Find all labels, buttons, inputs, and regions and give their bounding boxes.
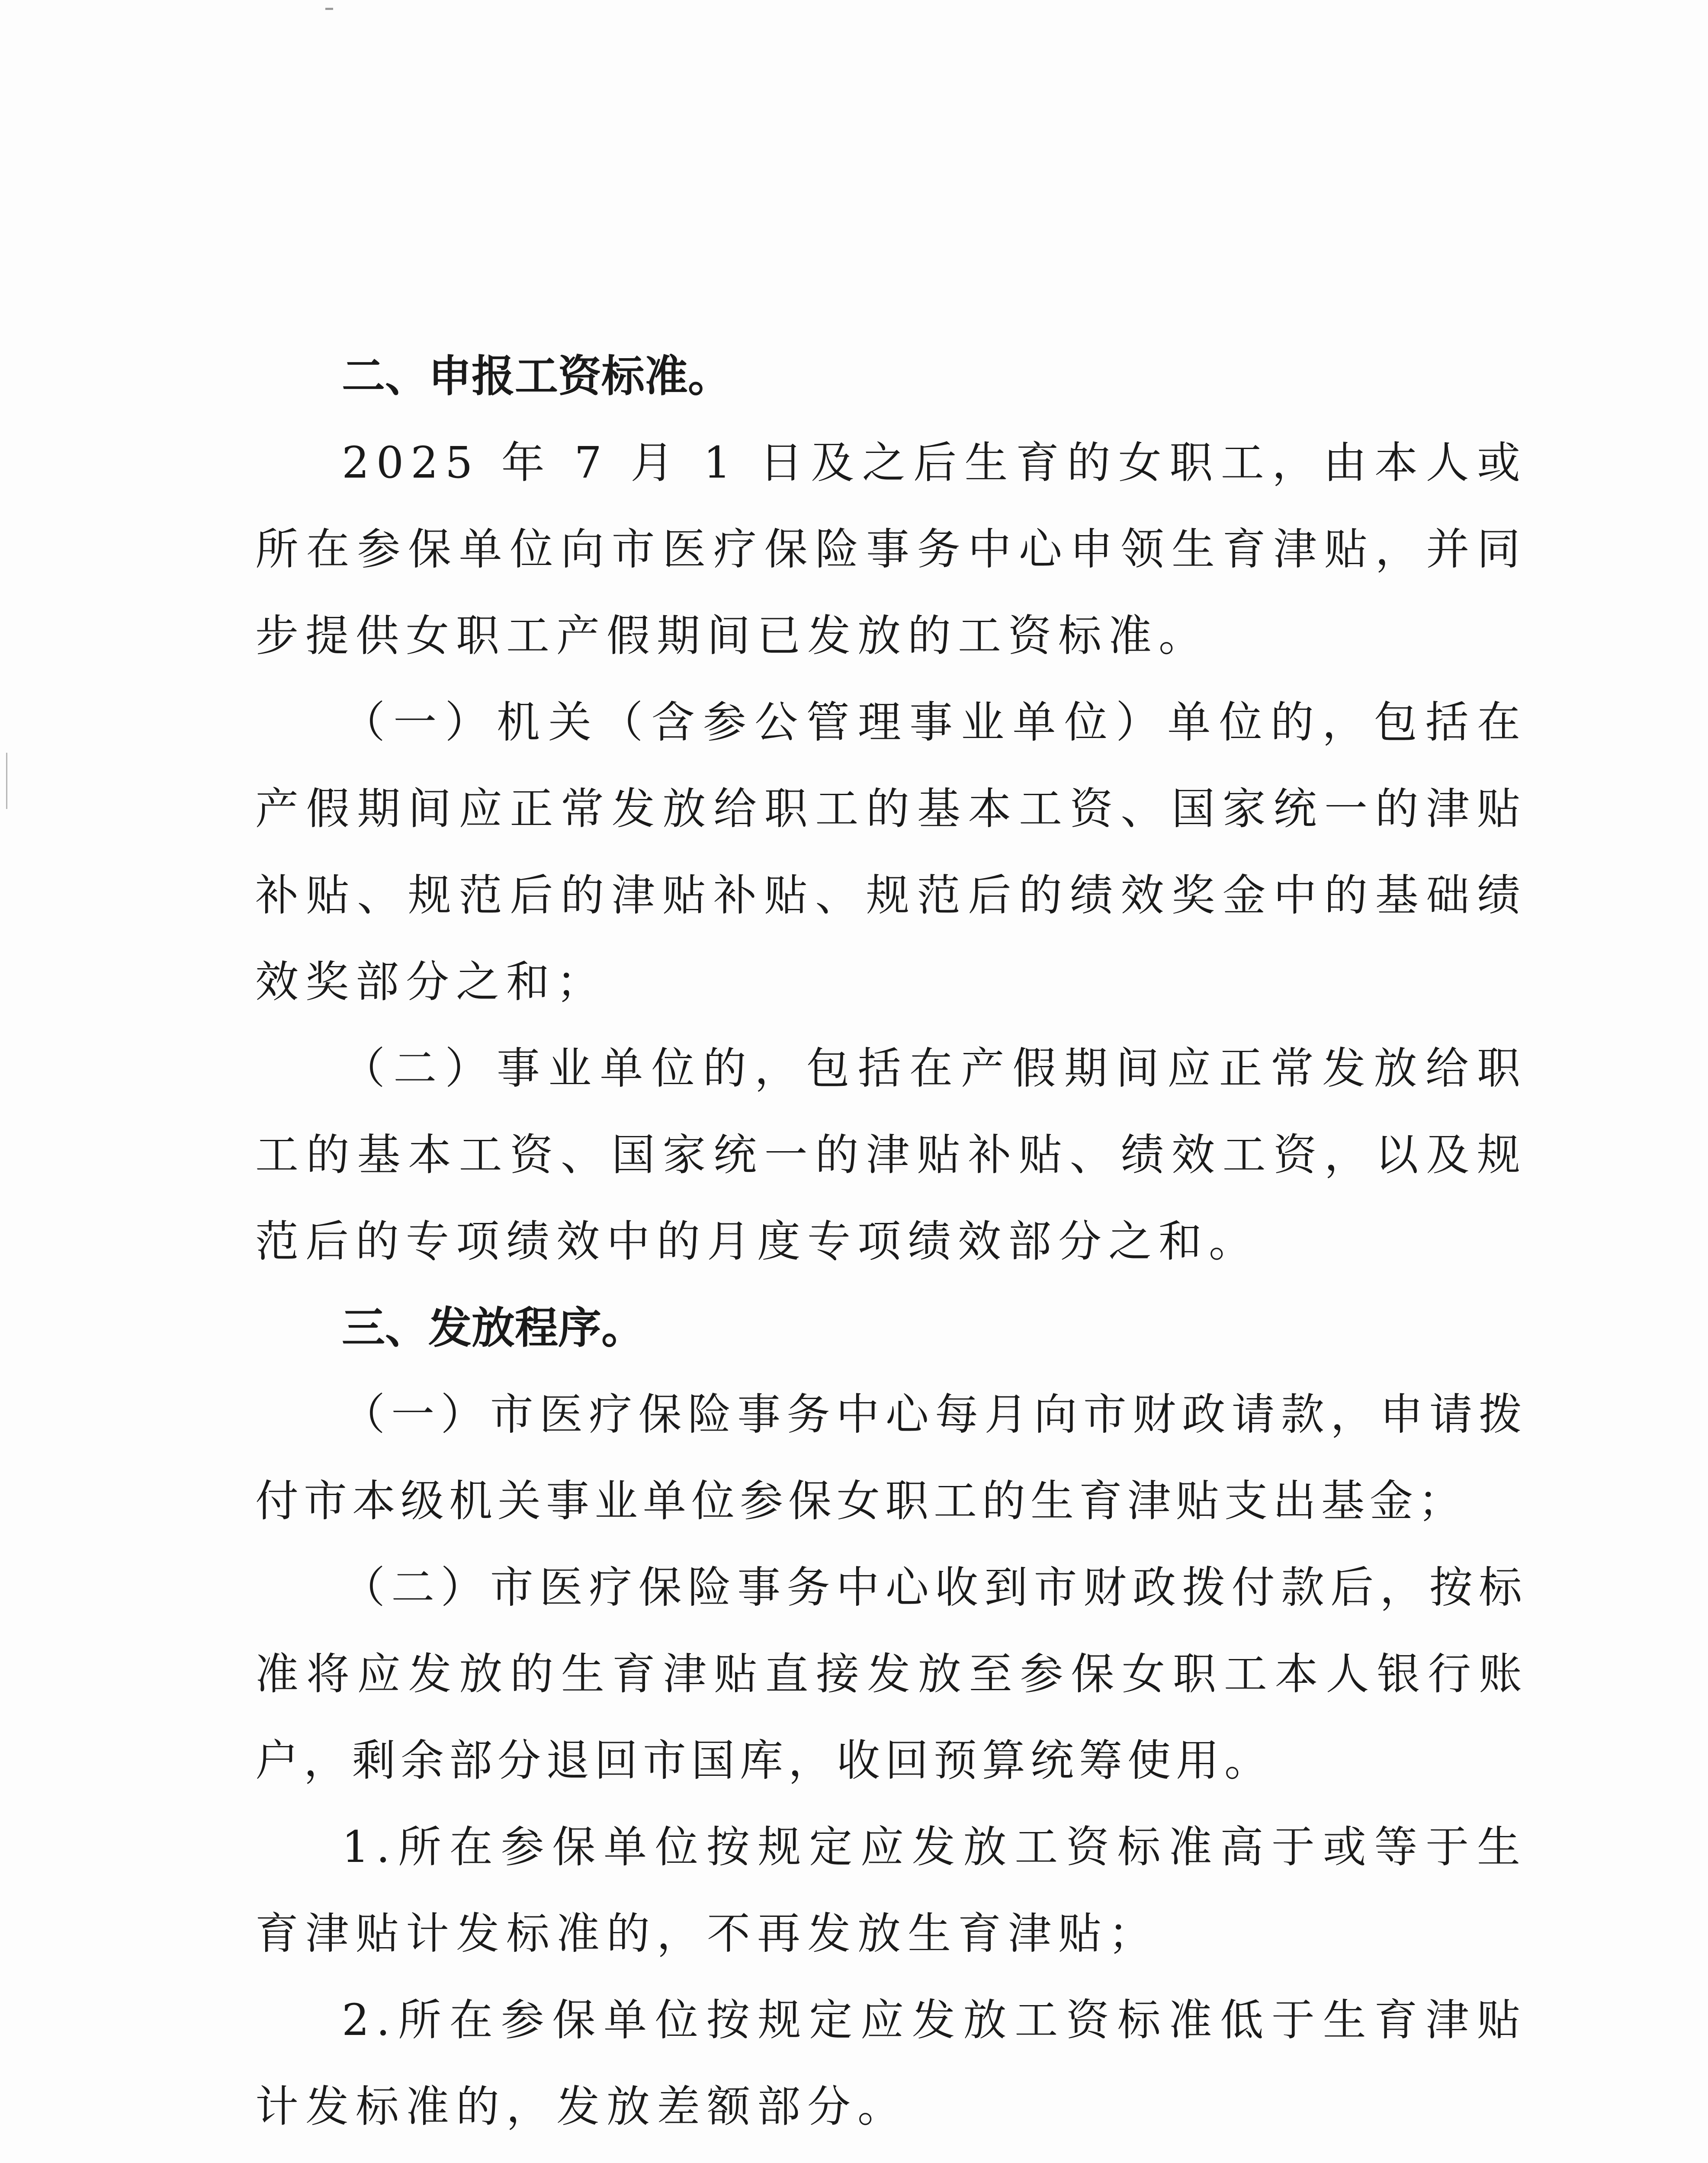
paragraph-government-agencies: （一）机关（含参公管理事业单位）单位的，包括在产假期间应正常发放给职工的基本工资、国家统一的津贴补贴、规范后的津贴补贴、规范后的绩效奖金中的基础绩效奖部分之和；: [255, 697, 1527, 1007]
document-body: [255, 333, 1527, 2150]
paragraph-rule-1: 1.所在参保单位按规定应发放工资标准高于或等于生育津贴计发标准的，不再发放生育津贴；: [255, 1822, 1527, 1959]
paragraph-procedure-step-1: （一）市医疗保险事务中心每月向市财政请款，申请拨付市本级机关事业单位参保女职工的生育津贴支出基金；: [255, 1389, 1527, 1526]
section-heading-application-wage-standard: 二、申报工资标准。: [342, 351, 731, 401]
paragraph-rule-2: 2.所在参保单位按规定应发放工资标准低于生育津贴计发标准的，发放差额部分。: [255, 1995, 1527, 2132]
paragraph-procedure-step-2: （二）市医疗保险事务中心收到市财政拨付款后，按标准将应发放的生育津贴直接发放至参保女职工本人银行账户，剩余部分退回市国库，收回预算统筹使用。: [255, 1562, 1527, 1786]
section-heading-payment-procedure: 三、发放程序。: [342, 1303, 645, 1353]
paragraph-application-intro: 2025 年 7 月 1 日及之后生育的女职工，由本人或所在参保单位向市医疗保险事务中心申领生育津贴，并同步提供女职工产假期间已发放的工资标准。: [255, 437, 1527, 661]
scan-mark: [325, 8, 333, 10]
binding-edge-mark: [6, 753, 7, 809]
paragraph-public-institutions: （二）事业单位的，包括在产假期间应正常发放给职工的基本工资、国家统一的津贴补贴、绩效工资，以及规范后的专项绩效中的月度专项绩效部分之和。: [255, 1043, 1527, 1267]
